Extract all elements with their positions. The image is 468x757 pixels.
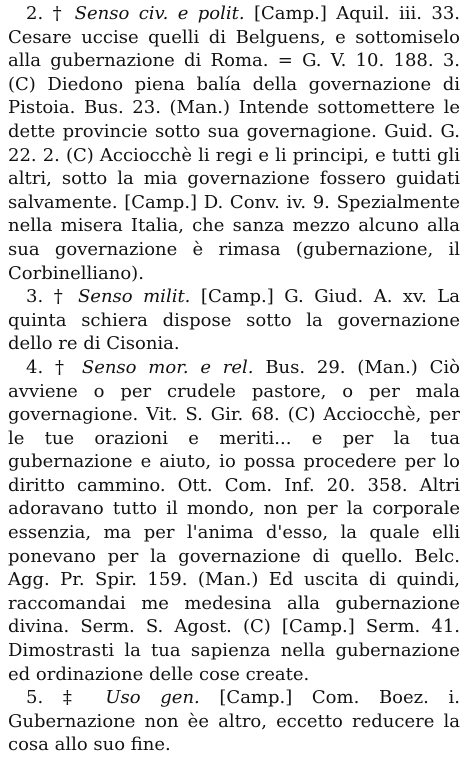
dagger-mark: † [53,286,68,308]
entry-number: 5. [26,687,44,709]
double-dagger-mark: ‡ [62,687,86,709]
sense-label: Senso civ. e polit. [74,3,245,24]
entry-text: [Camp.] Aquil. iii. 33. Cesare uccise quelli di Belguens, e sottomiselo alla gubernazione di Roma. = G. V. 10. 188. 3. (C) Diedono piena balía della governazione di Pistoia. Bus. 23. (Man.) Intende sottomettere le dette provincie sotto sua governagione. Guid. G. 22. 2. (C) Acciocchè li regi e li principi, e tutti gli altri, sotto la mia governazione fossero guidati salvamente. [Camp.] D. Conv. iv. 9. Spezialmente nella misera Italia, che sanza mezzo alcuno alla sua governazione è rimasa (gubernazione, il Corbinelliano). [8,3,460,284]
dagger-mark: † [52,3,66,24]
dagger-mark: † [54,356,71,378]
entry-4 [8,356,460,686]
entry-2 [8,2,460,285]
entry-number: 3. [26,286,44,308]
entry-5 [8,686,460,757]
sense-label: Uso gen. [105,687,200,709]
entry-text: [Camp.] G. Giud. A. xv. La quinta schiera dispose sotto la governazione dello re di Cisonia. [8,286,460,355]
entry-text: [Camp.] Com. Boez. i. Gubernazione non èe altro, eccetto reducere la cosa allo suo fine. [8,687,460,756]
entry-3 [8,285,460,356]
sense-label: Senso mor. e rel. [81,356,254,378]
sense-label: Senso milit. [77,286,191,308]
entry-number: 2. [26,3,44,24]
entry-number: 4. [26,356,44,378]
entry-text: Bus. 29. (Man.) Ciò avviene o per crudele pastore, o per mala governagione. Vit. S. Gir. 68. (C) Acciocchè, per le tue orazioni e meriti... e per la tua gubernazione e aiuto, io possa procedere per lo diritto cammino. Ott. Com. Inf. 20. 358. Altri adoravano tutto il mondo, non per la corporale essenzia, ma per l'anima d'esso, la quale elli ponevano per la governazione di quello. Belc. Agg. Pr. Spir. 159. (Man.) Ed uscita di quindi, raccomandai me medesina alla gubernazione divina. Serm. S. Agost. (C) [Camp.] Serm. 41. Dimostrasti la tua sapienza nella gubernazione ed ordinazione delle cose create. [8,356,460,685]
